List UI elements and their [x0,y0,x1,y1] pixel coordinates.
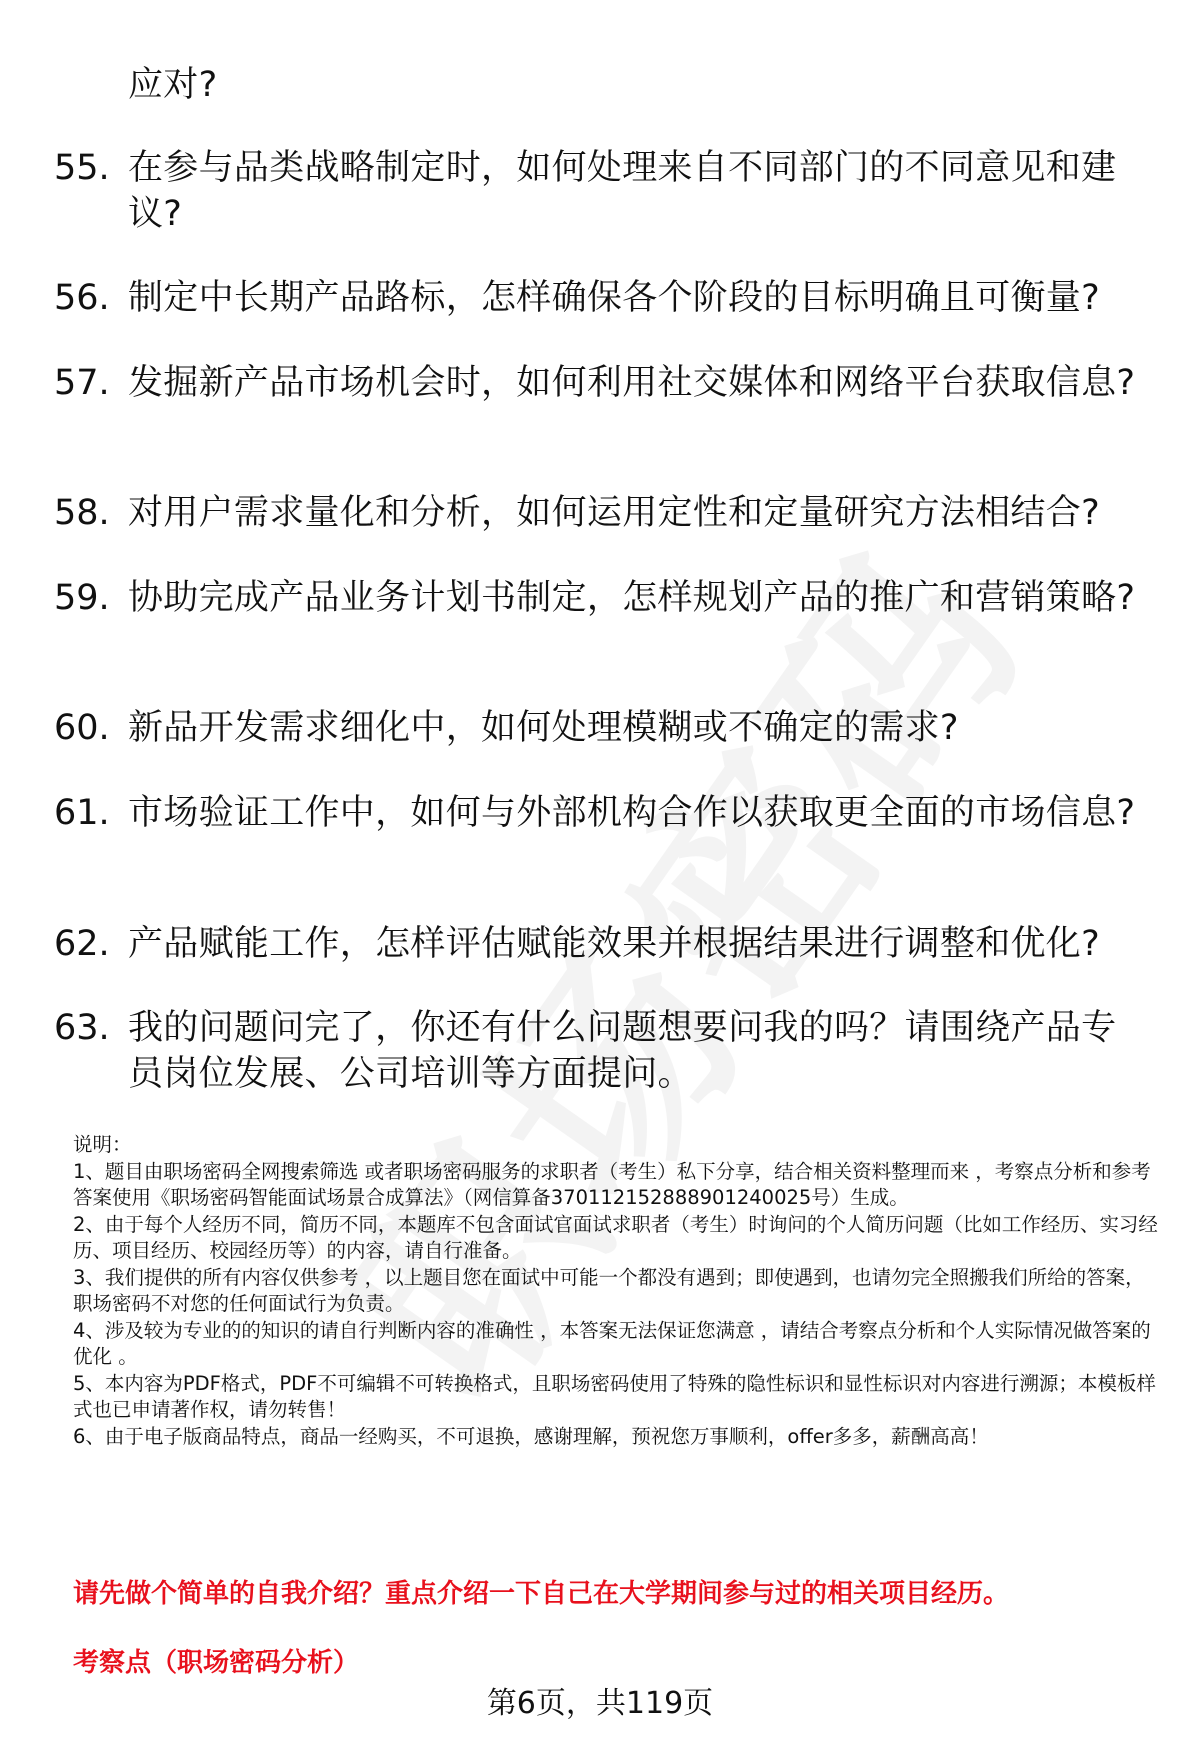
analysis-section-title: 考察点（职场密码分析） [73,1648,360,1678]
question-number: 59. [54,578,110,618]
highlight-question: 请先做个简单的自我介绍？重点介绍一下自己在大学期间参与过的相关项目经历。 [73,1579,1010,1609]
question-text: 在参与品类战略制定时，如何处理来自不同部门的不同意见和建议? [128,148,1117,234]
note-item: 3、我们提供的所有内容仅供参考 ，以上题目您在面试中可能一个都没有遇到；即使遇到，也请勿完全照搬我们所给的答案，职场密码不对您的任何面试行为负责。 [73,1265,1145,1315]
page-indicator: 第6页，共119页 [486,1686,714,1721]
question-text: 对用户需求量化和分析，如何运用定性和定量研究方法相结合? [128,493,1100,533]
question-number: 58. [54,493,110,533]
question-number: 57. [54,363,110,403]
question-text: 产品赋能工作，怎样评估赋能效果并根据结果进行调整和优化? [128,924,1100,964]
note-item: 1、题目由职场密码全网搜索筛选 或者职场密码服务的求职者（考生）私下分享，结合相关资料整理而来 ，考察点分析和参考答案使用《职场密码智能面试场景合成算法》（网信算备370112152888901240025号）生成。 [73,1159,1151,1209]
question-number: 55. [54,148,110,188]
note-item: 6、由于电子版商品特点，商品一经购买，不可退换，感谢理解，预祝您万事顺利，offer多多，薪酬高高！ [73,1424,989,1448]
question-text: 新品开发需求细化中，如何处理模糊或不确定的需求? [128,708,959,748]
note-item: 5、本内容为PDF格式，PDF不可编辑不可转换格式，且职场密码使用了特殊的隐性标识和显性标识对内容进行溯源；本模板样式也已申请著作权，请勿转售！ [73,1371,1156,1421]
question-number: 62. [54,924,110,964]
note-item: 4、涉及较为专业的的知识的请自行判断内容的准确性 ，本答案无法保证您满意 ，请结合考察点分析和个人实际情况做答案的优化 。 [73,1318,1151,1368]
question-text: 协助完成产品业务计划书制定，怎样规划产品的推广和营销策略? [128,578,1136,618]
question-text: 应对? [128,65,218,105]
question-text: 发掘新产品市场机会时，如何利用社交媒体和网络平台获取信息? [128,363,1136,403]
note-item: 2、由于每个人经历不同，简历不同，本题库不包含面试官面试求职者（考生）时询问的个人简历问题（比如工作经历、实习经历、项目经历、校园经历等）的内容，请自行准备。 [73,1212,1158,1262]
question-number: 61. [54,793,110,833]
question-number: 56. [54,278,110,318]
question-text: 市场验证工作中，如何与外部机构合作以获取更全面的市场信息? [128,793,1136,833]
question-number: 60. [54,708,110,748]
question-text: 我的问题问完了，你还有什么问题想要问我的吗？请围绕产品专员岗位发展、公司培训等方面提问。 [128,1008,1117,1094]
question-text: 制定中长期产品路标，怎样确保各个阶段的目标明确且可衡量? [128,278,1100,318]
notes-section [73,1132,1163,1450]
notes-title: 说明： [73,1133,132,1156]
question-number: 63. [54,1008,110,1048]
